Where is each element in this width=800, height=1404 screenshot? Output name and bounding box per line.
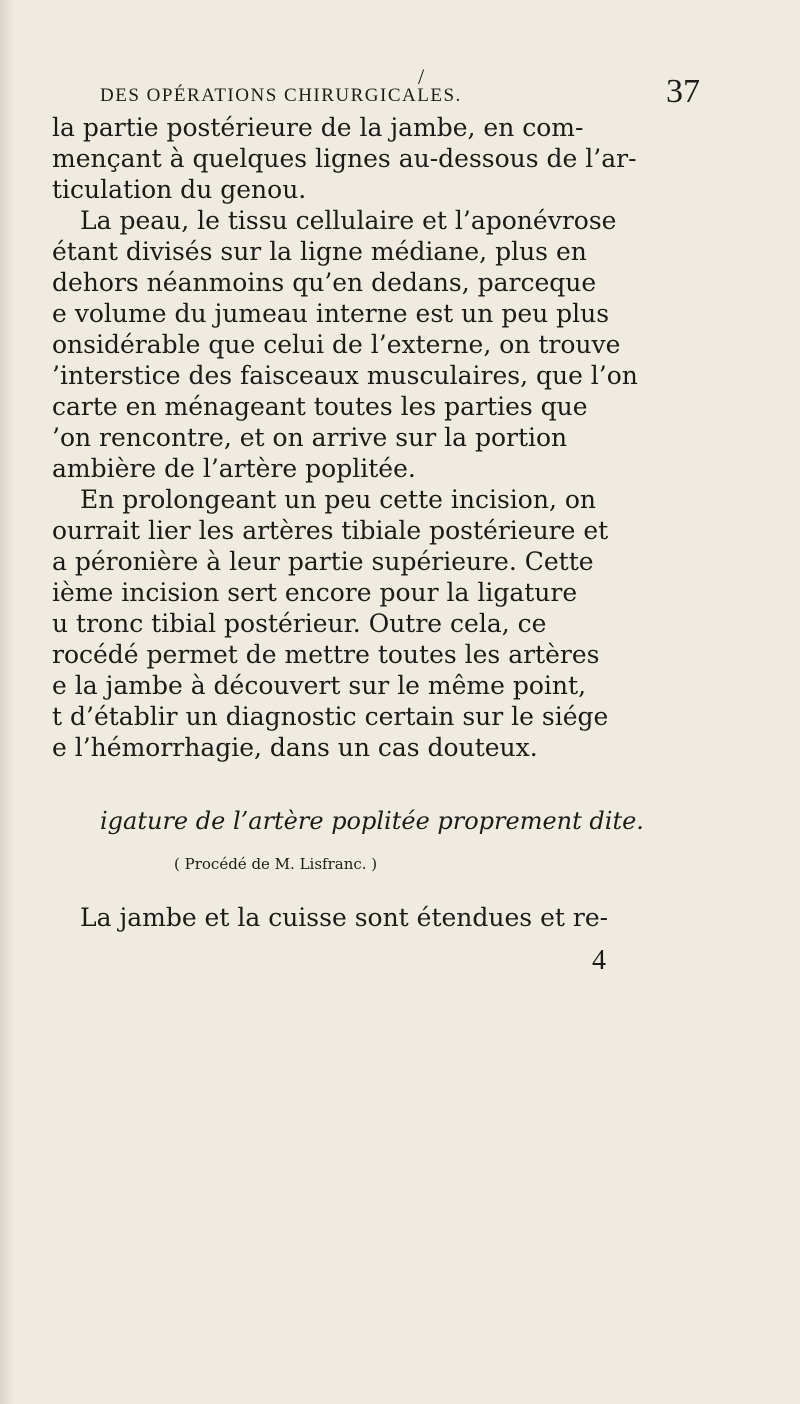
ink-mark: / (418, 64, 425, 89)
text-line: ticulation du genou. (52, 175, 307, 204)
text-line: dehors néanmoins qu’en dedans, parceque (52, 268, 597, 297)
text-line: La jambe et la cuisse sont étendues et re- (80, 903, 609, 932)
text-line: a péronière à leur partie supérieure. Cette (52, 547, 594, 576)
text-line: t d’établir un diagnostic certain sur le siége (52, 702, 609, 731)
section-byline: ( Procédé de M. Lisfranc. ) (174, 855, 378, 873)
text-line: En prolongeant un peu cette incision, on (80, 485, 596, 514)
signature-mark: 4 (592, 945, 606, 976)
body-text (52, 112, 692, 763)
closing-text (52, 902, 732, 933)
text-line: la partie postérieure de la jambe, en com- (52, 113, 584, 142)
binding-shadow (0, 0, 14, 1404)
text-line: ’on rencontre, et on arrive sur la portion (52, 423, 568, 452)
section-heading: igature de l’artère poplitée proprement dite. (100, 807, 644, 835)
text-line: u tronc tibial postérieur. Outre cela, ce (52, 609, 547, 638)
text-line: ourrait lier les artères tibiale postérieure et (52, 516, 609, 545)
page-header (100, 66, 700, 110)
text-line: carte en ménageant toutes les parties que (52, 392, 588, 421)
text-line: ambière de l’artère poplitée. (52, 454, 416, 483)
text-line: onsidérable que celui de l’externe, on trouve (52, 330, 621, 359)
text-line: La peau, le tissu cellulaire et l’aponévrose (80, 206, 617, 235)
text-line: étant divisés sur la ligne médiane, plus en (52, 237, 587, 266)
text-line: ’interstice des faisceaux musculaires, que l’on (52, 361, 638, 390)
text-line: rocédé permet de mettre toutes les artères (52, 640, 600, 669)
text-line: mençant à quelques lignes au-dessous de l’ar- (52, 144, 637, 173)
text-line: ième incision sert encore pour la ligature (52, 578, 578, 607)
section-heading-block (100, 804, 700, 874)
page-number: 37 (666, 73, 700, 110)
text-line: e la jambe à découvert sur le même point, (52, 671, 587, 700)
text-line: e volume du jumeau interne est un peu plus (52, 299, 610, 328)
running-title: DES OPÉRATIONS CHIRURGICALES. (100, 85, 462, 106)
text-line: e l’hémorrhagie, dans un cas douteux. (52, 733, 538, 762)
